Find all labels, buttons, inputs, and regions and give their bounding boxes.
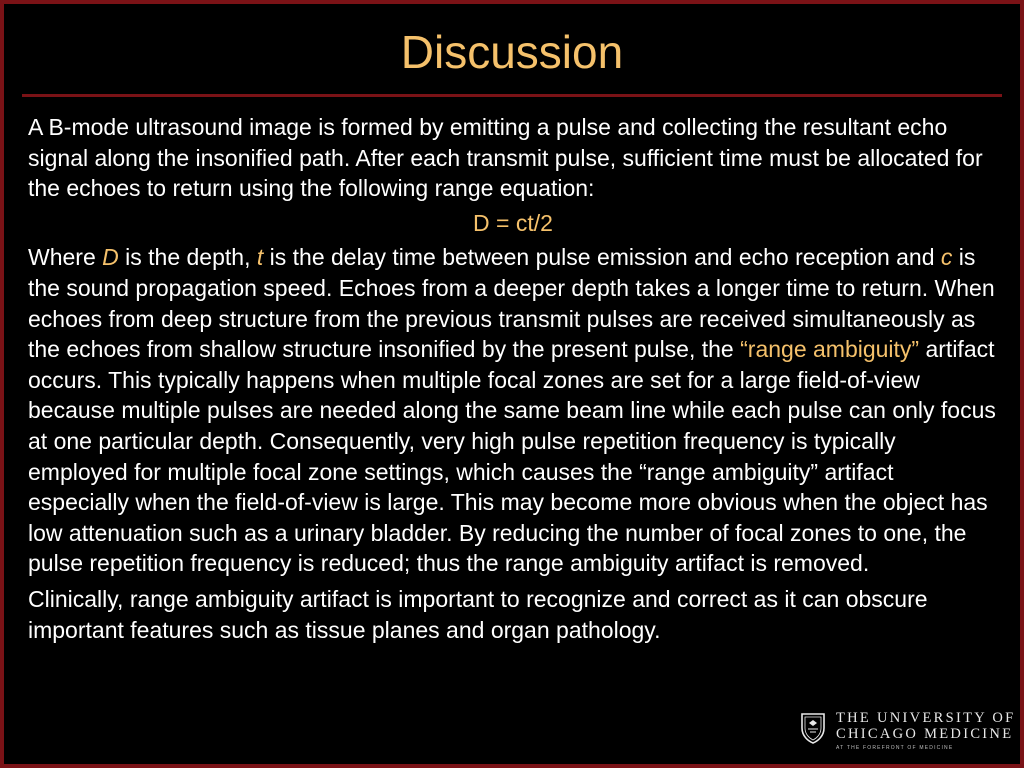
logo-line-2: CHICAGO MEDICINE — [836, 726, 1014, 742]
slide-title: Discussion — [400, 26, 624, 78]
variable-d: D — [102, 244, 119, 271]
logo-line-1: THE UNIVERSITY OF — [836, 710, 1016, 726]
text-segment: is the sound propagation speed. Echoes from a deeper depth takes a longer time to return. When echoes from deep structure from the previous transmit pulses are received simultaneously as the echoes from shallow structure insonified by the present pulse, the — [28, 244, 995, 363]
text-segment: is the depth, — [118, 244, 257, 271]
university-logo — [800, 710, 1016, 754]
variable-t: t — [256, 244, 264, 271]
slide-body — [28, 112, 998, 645]
range-equation: D = ct/2 — [473, 209, 553, 236]
paragraph-explanation — [28, 242, 998, 579]
variable-c: c — [940, 244, 953, 271]
paragraph-clinical: Clinically, range ambiguity artifact is important to recognize and correct as it can obscure important features such as tissue planes and organ pathology. — [28, 585, 928, 643]
range-ambiguity-highlight: “range ambiguity” — [740, 336, 920, 363]
logo-tagline: AT THE FOREFRONT OF MEDICINE — [836, 745, 954, 751]
text-segment: Where — [28, 244, 103, 271]
text-segment: is the delay time between pulse emission and echo reception and — [263, 244, 941, 271]
text-segment: artifact occurs. This typically happens when multiple focal zones are set for a large field-of-view because multiple pulses are needed along the same beam line while each pulse can only focus at one particular depth. Consequently, very high pulse repetition frequency is typically employed for multiple focal zone settings, which causes the “range ambiguity” artifact especially when the field-of-view is large. This may become more obvious when the object has low attenuation such as a urinary bladder. By reducing the number of focal zones to one, the pulse repetition frequency is reduced; thus the range ambiguity artifact is removed. — [28, 336, 996, 577]
paragraph-intro: A B-mode ultrasound image is formed by emitting a pulse and collecting the resultant echo signal along the insonified path. After each transmit pulse, sufficient time must be allocated for the echoes to return using the following range equation: — [28, 114, 983, 202]
university-crest-icon — [800, 712, 826, 744]
title-divider — [22, 94, 1002, 97]
